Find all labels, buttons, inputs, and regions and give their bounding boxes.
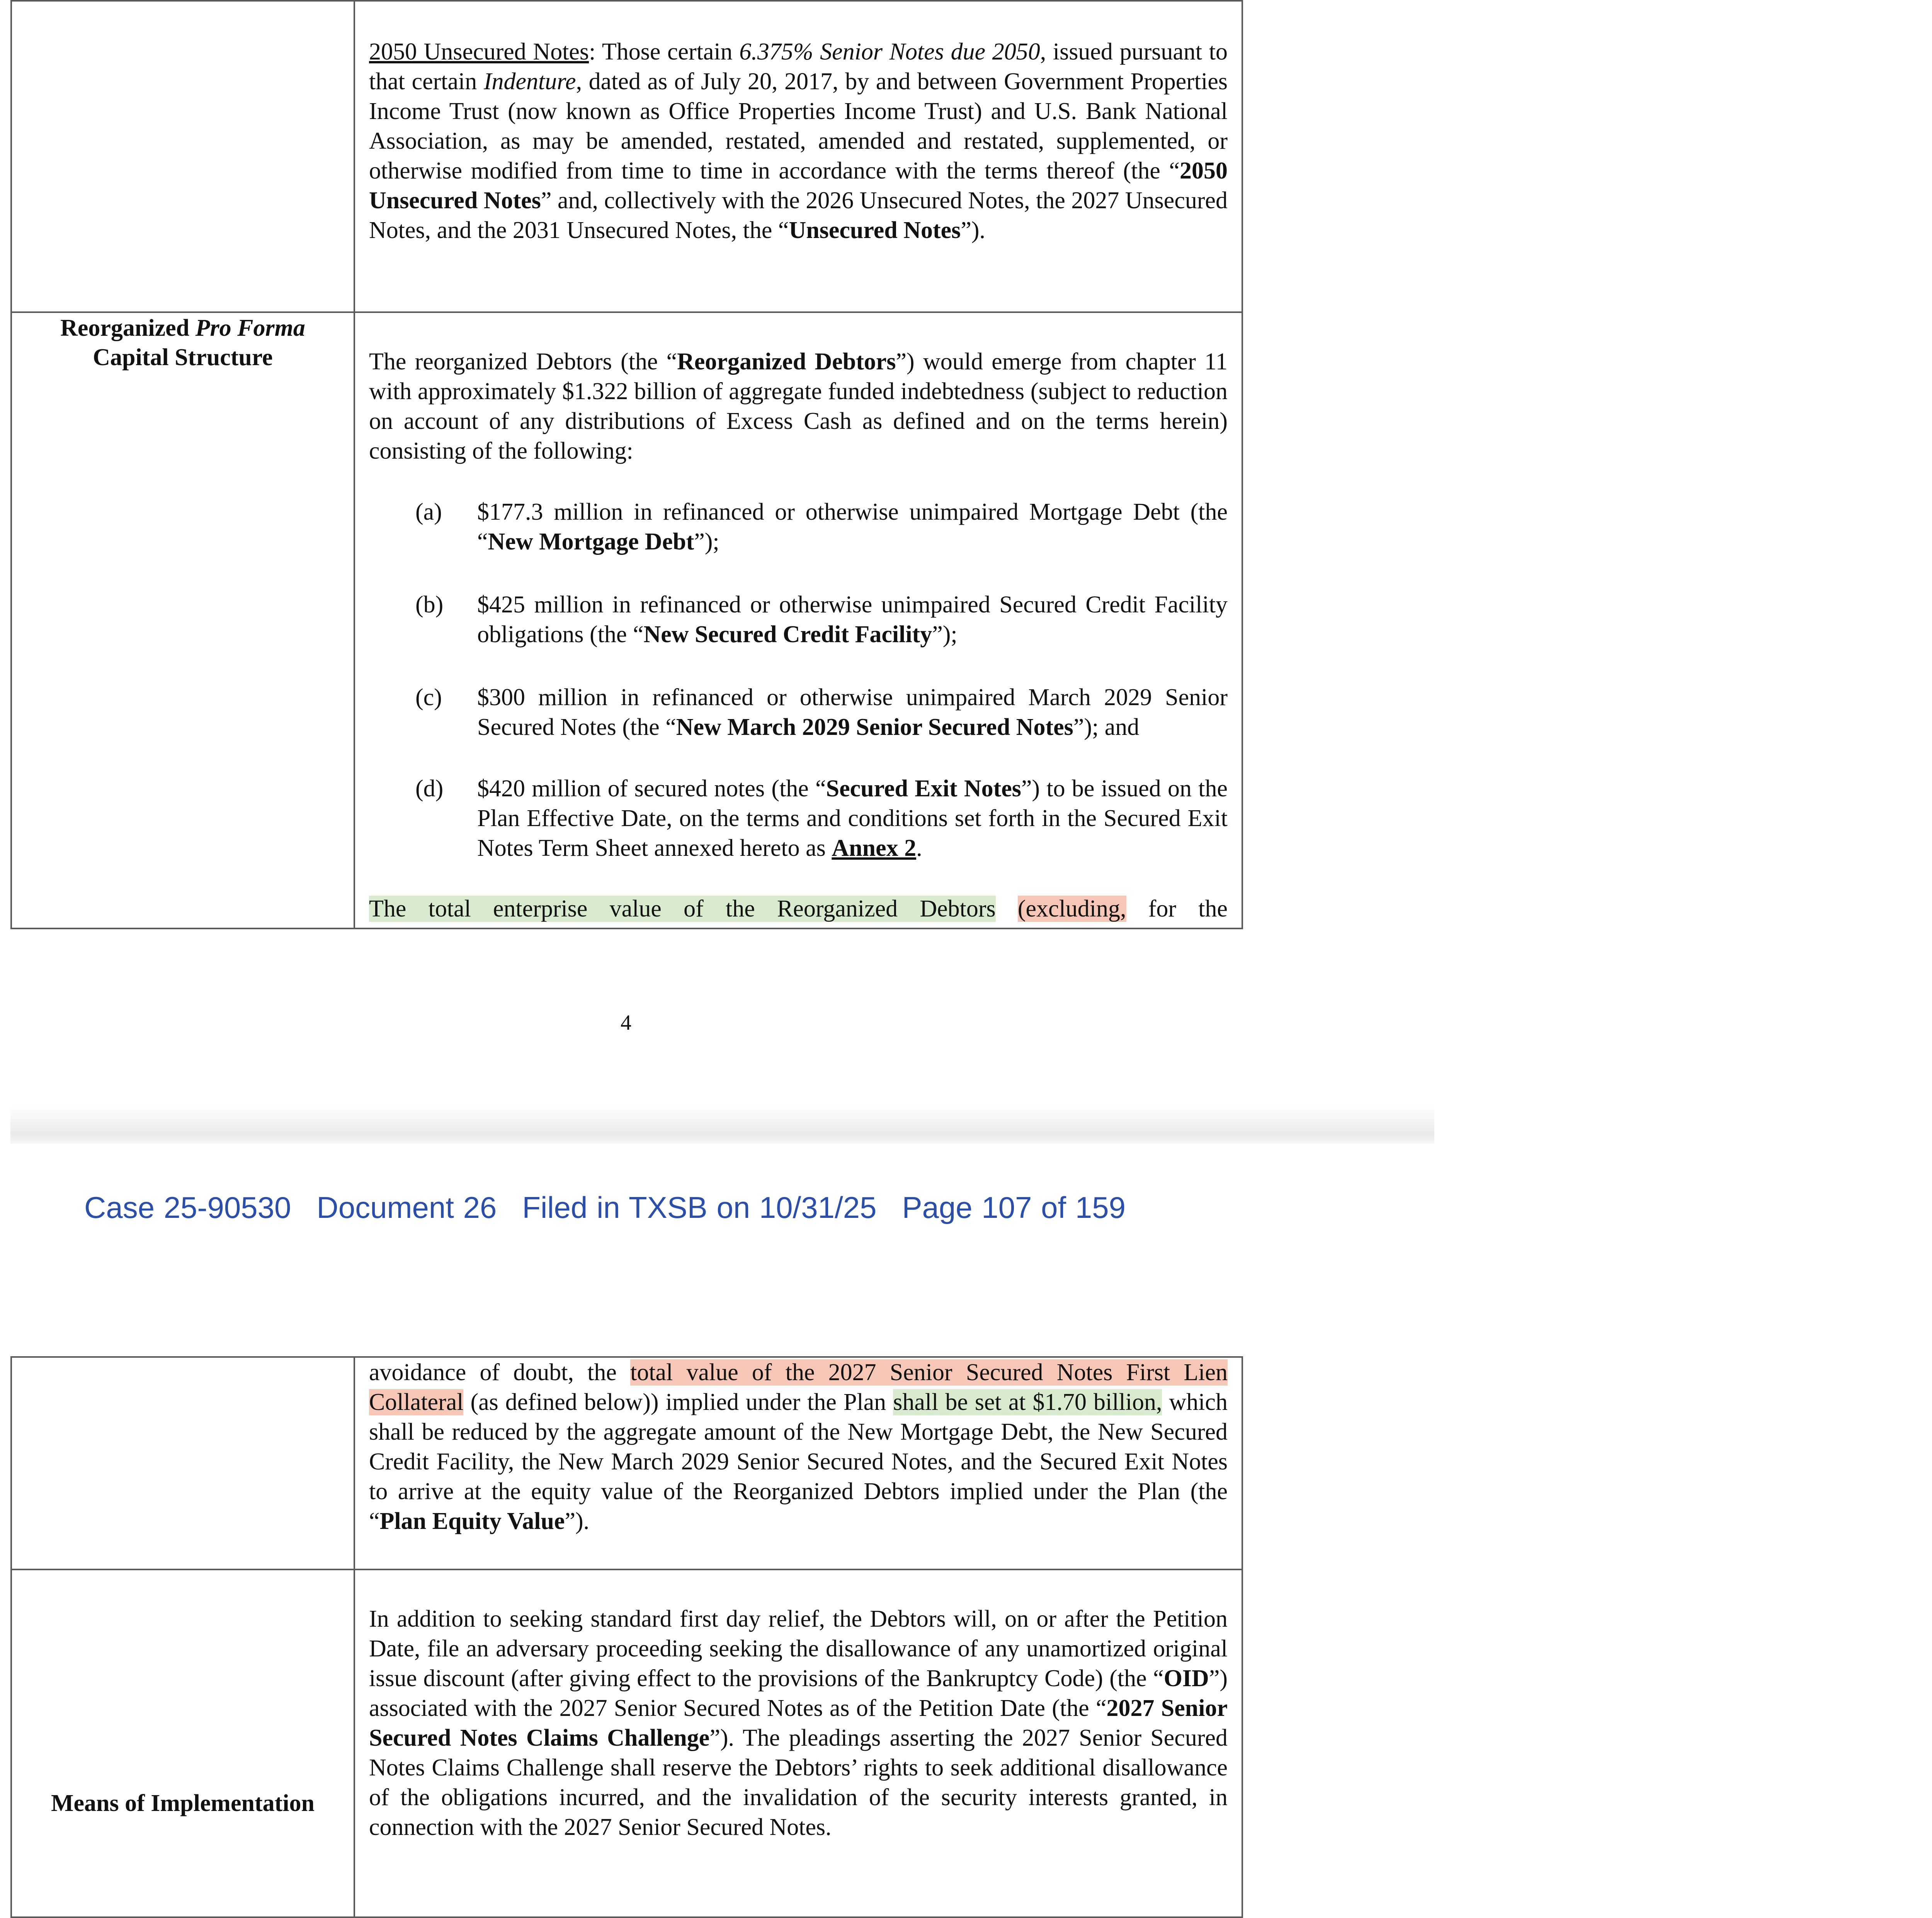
list-item: (b) $425 million in refinanced or otherwise unimpaired Secured Credit Facility obligations (the “New Secured Credit Facility”); bbox=[415, 592, 1228, 648]
highlight-green[interactable]: shall be set at $1.70 billion, bbox=[893, 1389, 1162, 1415]
list-item: (c) $300 million in refinanced or otherwise unimpaired March 2029 Senior Secured Notes (the “New March 2029 Senior Secured Notes”); and bbox=[415, 684, 1228, 740]
highlight-red[interactable]: total value of the 2027 Senior Secured Notes First Lien Collateral bbox=[369, 1359, 1228, 1415]
case-number: Case 25-90530 bbox=[84, 1190, 291, 1224]
capital-structure-content: The reorganized Debtors (the “Reorganized Debtors”) would emerge from chapter 11 with approximately $1.322 billion of aggregate funded indebtedness (subject to reduction on account of any distributions of Excess Cash as defined and on the terms herein) consisting of the following: (a) $177.3 million in refinanced or otherwise unimpaired Mortgage Debt (the “New Mortgage Debt”); (b) $425 million in refinanced or otherwise unimpaired Secured Credit Facility obligations (the “New Secured Credit Facility”); (c) $300 million in refinanced or otherwise unimpaired March 2029 Senior Secured Notes (the “New March 2029 Senior Secured Notes”); and (d) $420 million of secured notes (the “Secured Exit Notes”) to be issued on the Plan Effective Date, on the terms and conditions set forth in the Secured Exit Notes Term Sheet annexed hereto as Annex 2. The total enterprise value of the Reorganized Debtors (excluding, for the bbox=[354, 312, 1242, 928]
list-item: (d) $420 million of secured notes (the “Secured Exit Notes”) to be issued on the Plan Effective Date, on the terms and conditions set forth in the Secured Exit Notes Term Sheet annexed hereto as Annex 2. bbox=[415, 775, 1228, 861]
page-count: Page 107 of 159 bbox=[902, 1190, 1126, 1224]
row-label-empty bbox=[11, 1, 354, 312]
page-number: 4 bbox=[621, 1011, 631, 1035]
highlight-red[interactable]: (excluding, bbox=[1017, 896, 1126, 922]
table-row bbox=[11, 1, 1242, 312]
highlight-green[interactable]: The total enterprise value of the Reorganized Debtors bbox=[369, 896, 996, 922]
document-number: Document 26 bbox=[316, 1190, 497, 1224]
row-label-means-of-implementation: Means of Implementation bbox=[11, 1569, 354, 1917]
list-item: (a) $177.3 million in refinanced or otherwise unimpaired Mortgage Debt (the “New Mortgage Debt”); bbox=[415, 499, 1228, 555]
indenture-term: Indenture bbox=[483, 68, 576, 95]
term-sheet-table-page-5 bbox=[10, 1356, 1243, 1918]
table-row bbox=[11, 1357, 1242, 1569]
unsecured-notes-definition: 2050 Unsecured Notes: Those certain 6.375% Senior Notes due 2050, issued pursuant to that certain Indenture, dated as of July 20, 2017, by and between Government Properties Income Trust (now known as Office Properties Income Trust) and U.S. Bank National Association, as may be amended, restated, amended and restated, supplemented, or otherwise modified from time to time in accordance with the terms thereof (the “2050 Unsecured Notes” and, collectively with the 2026 Unsecured Notes, the 2027 Unsecured Notes, and the 2031 Unsecured Notes, the “Unsecured Notes”). bbox=[354, 1, 1242, 312]
annex-2-link[interactable]: Annex 2 bbox=[832, 835, 917, 861]
plan-equity-value-content: avoidance of doubt, the total value of the 2027 Senior Secured Notes First Lien Collateral (as defined below)) implied under the Plan shall be set at $1.70 billion, which shall be reduced by the aggregate amount of the New Mortgage Debt, the New Secured Credit Facility, the New March 2029 Senior Secured Notes, and the Secured Exit Notes to arrive at the equity value of the Reorganized Debtors implied under the Plan (the “Plan Equity Value”). bbox=[354, 1357, 1242, 1569]
note-title: 6.375% Senior Notes due 2050 bbox=[739, 39, 1040, 65]
table-row bbox=[11, 1569, 1242, 1917]
row-label-capital-structure: Reorganized Pro Forma Capital Structure bbox=[11, 312, 354, 928]
means-of-implementation-content: In addition to seeking standard first day relief, the Debtors will, on or after the Petition Date, file an adversary proceeding seeking the disallowance of any unamortized original issue discount (after giving effect to the provisions of the Bankruptcy Code) (the “OID”) associated with the 2027 Senior Secured Notes as of the Petition Date (the “2027 Senior Secured Notes Claims Challenge”). The pleadings asserting the 2027 Senior Secured Notes Claims Challenge shall reserve the Debtors’ rights to seek additional disallowance of the obligations incurred, and the invalidation of the security interests granted, in connection with the 2027 Senior Secured Notes. bbox=[354, 1569, 1242, 1917]
filed-date: Filed in TXSB on 10/31/25 bbox=[522, 1190, 877, 1224]
term-sheet-table-page-4 bbox=[10, 0, 1243, 929]
defined-term-2050-unsecured-notes: 2050 Unsecured Notes bbox=[369, 39, 589, 65]
page-separator bbox=[10, 1105, 1434, 1144]
table-row bbox=[11, 312, 1242, 928]
court-filing-header bbox=[84, 1190, 1243, 1225]
row-label-empty bbox=[11, 1357, 354, 1569]
